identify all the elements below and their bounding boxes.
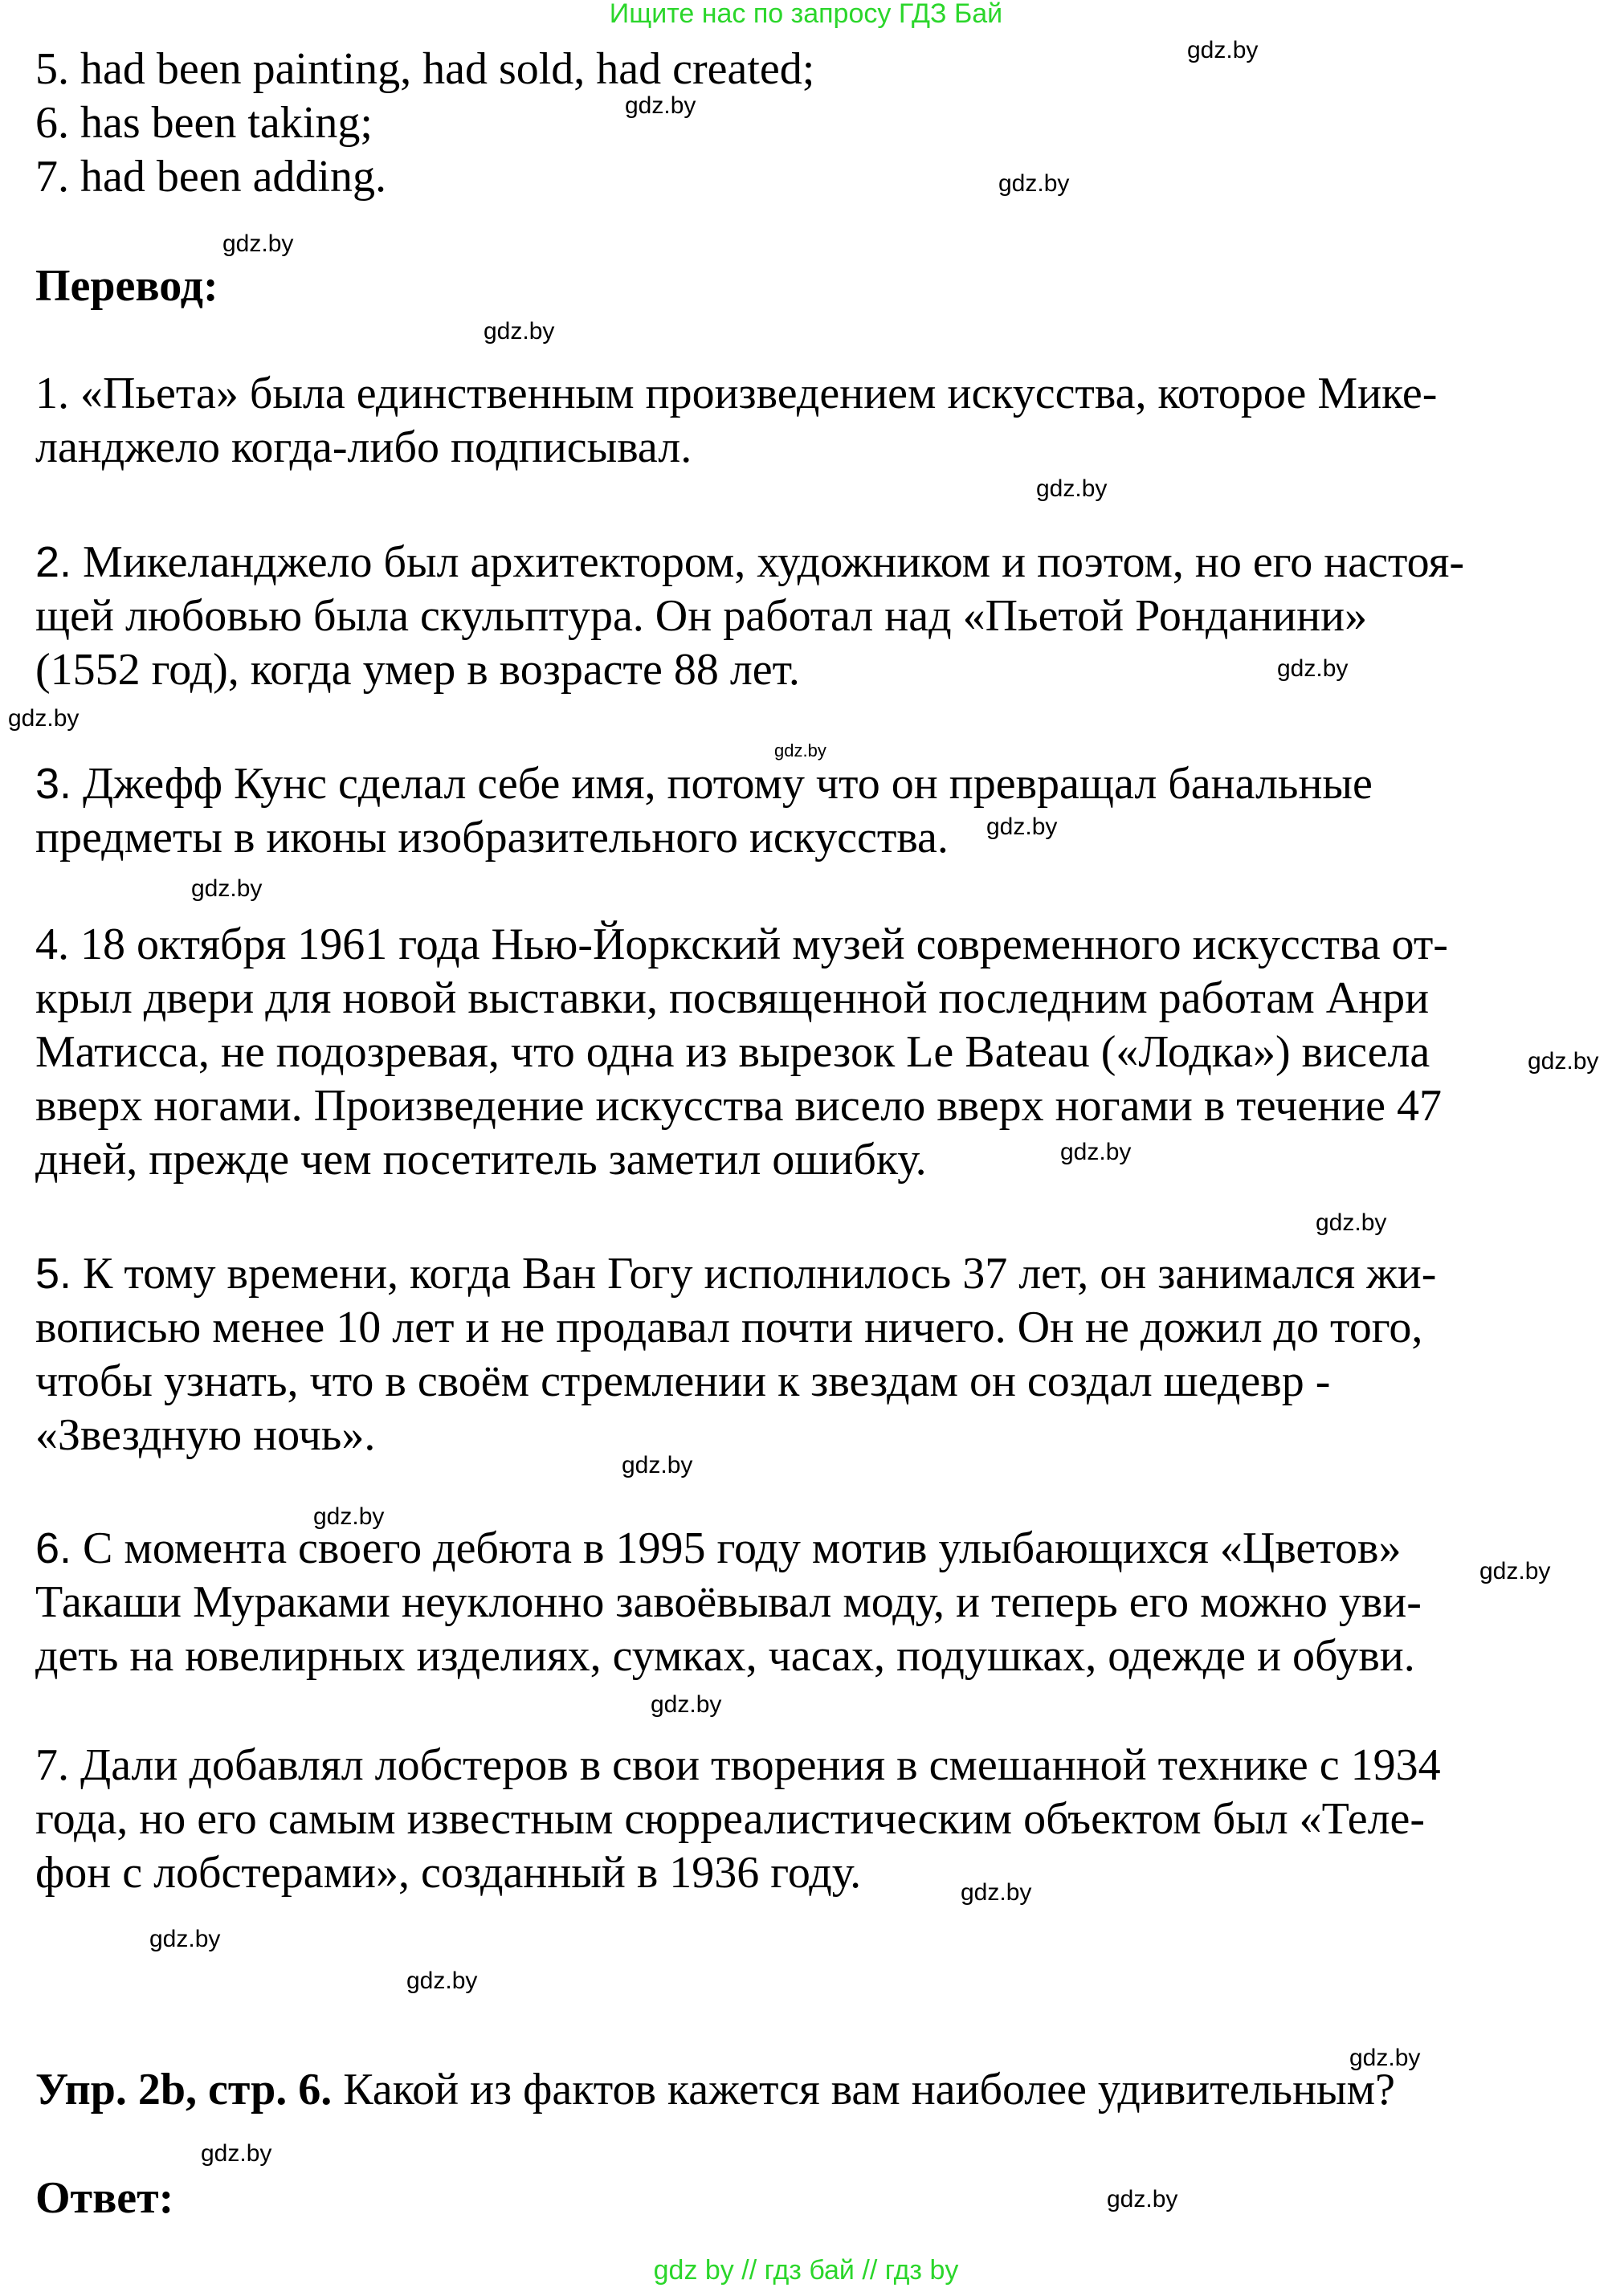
exercise-label: Упр. 2b, стр. 6. (35, 2065, 333, 2115)
translation-6-line-2: Такаши Мураками неуклонно завоёвывал моду, и теперь его можно уви- (35, 1577, 1422, 1627)
translation-6-text: С момента своего дебюта в 1995 году мотив улыбающихся «Цветов» (71, 1523, 1402, 1573)
translation-4-line-3: Матисса, не подозревая, что одна из вырезок Le Bateau («Лодка») висела (35, 1027, 1430, 1077)
translation-6-line-3: деть на ювелирных изделиях, сумках, часах, подушках, одежде и обуви. (35, 1631, 1415, 1681)
translation-1-line-2: ланджело когда-либо подписывал. (35, 422, 692, 472)
translation-2-line-2: щей любовью была скульптура. Он работал над «Пьетой Ронданини» (35, 591, 1368, 641)
translation-5-line-1 (35, 1246, 1436, 1301)
exercise-question: Какой из фактов кажется вам наиболее удивительным? (332, 2065, 1395, 2115)
watermark: gdz.by (625, 92, 696, 119)
watermark: gdz.by (484, 318, 555, 345)
watermark: gdz.by (149, 1926, 221, 1952)
watermark: gdz.by (998, 170, 1070, 197)
translation-5-number: 5. (35, 1250, 72, 1298)
watermark: gdz.by (774, 740, 826, 761)
watermark: gdz.by (406, 1968, 478, 1994)
translation-5-line-4: «Звездную ночь». (35, 1410, 376, 1460)
translation-6-number: 6. (35, 1524, 72, 1572)
translation-3-text: Джефф Кунс сделал себе имя, потому что он превращал банальные (71, 759, 1373, 809)
translation-7-line-2: года, но его самым известным сюрреалистическим объектом был «Теле- (35, 1794, 1426, 1844)
answer-line-7: 7. had been adding. (35, 152, 386, 202)
translation-7-line-3: фон с лобстерами», созданный в 1936 году. (35, 1848, 862, 1898)
translation-5-line-2: вописью менее 10 лет и не продавал почти ничего. Он не дожил до того, (35, 1303, 1423, 1352)
translation-2-line-1 (35, 535, 1464, 589)
watermark: gdz.by (622, 1452, 693, 1478)
watermark: gdz.by (201, 2140, 272, 2167)
watermark: gdz.by (1036, 475, 1108, 502)
watermark: gdz.by (1060, 1139, 1132, 1165)
watermark: gdz.by (1187, 37, 1259, 63)
answer-line-5: 5. had been painting, had sold, had created; (35, 44, 815, 94)
watermark: gdz.by (191, 875, 263, 902)
translation-1-line-1: 1. «Пьета» была единственным произведением искусства, которое Мике- (35, 369, 1438, 418)
watermark: gdz.by (1479, 1558, 1551, 1584)
answer-line-6: 6. has been taking; (35, 98, 373, 148)
answer-heading: Ответ: (35, 2173, 174, 2223)
translation-2-text: Микеланджело был архитектором, художником и поэтом, но его настоя- (71, 537, 1464, 587)
translation-3-number: 3. (35, 760, 72, 808)
translation-4-line-1: 4. 18 октября 1961 года Нью-Йоркский музей современного искусства от- (35, 920, 1448, 969)
translation-3-line-2: предметы в иконы изобразительного искусства. (35, 813, 949, 863)
translation-heading: Перевод: (35, 261, 218, 311)
watermark: gdz.by (8, 705, 80, 732)
translation-5-text: К тому времени, когда Ван Гогу исполнилось 37 лет, он занимался жи- (71, 1249, 1437, 1299)
top-banner: Ищите нас по запросу ГДЗ Бай (609, 0, 1003, 29)
translation-4-line-2: крыл двери для новой выставки, посвященной последним работам Анри (35, 973, 1430, 1023)
translation-4-line-4: вверх ногами. Произведение искусства висело вверх ногами в течение 47 (35, 1081, 1443, 1131)
translation-4-line-5: дней, прежде чем посетитель заметил ошибку. (35, 1135, 927, 1185)
exercise-line (35, 2062, 1395, 2117)
translation-5-line-3: чтобы узнать, что в своём стремлении к звездам он создал шедевр - (35, 1356, 1331, 1406)
watermark: gdz.by (1349, 2045, 1421, 2071)
watermark: gdz.by (1528, 1048, 1599, 1075)
translation-2-number: 2. (35, 538, 72, 586)
translation-2-line-3: (1552 год), когда умер в возрасте 88 лет. (35, 645, 800, 695)
watermark: gdz.by (1316, 1209, 1387, 1236)
translation-7-line-1: 7. Дали добавлял лобстеров в свои творения в смешанной технике с 1934 (35, 1740, 1441, 1790)
watermark: gdz.by (313, 1503, 385, 1530)
translation-3-line-1 (35, 756, 1373, 811)
watermark: gdz.by (986, 814, 1058, 840)
watermark: gdz.by (651, 1691, 722, 1718)
watermark: gdz.by (1277, 655, 1349, 682)
watermark: gdz.by (961, 1879, 1032, 1906)
translation-6-line-1 (35, 1521, 1401, 1576)
watermark: gdz.by (222, 230, 294, 257)
watermark: gdz.by (1107, 2186, 1178, 2212)
footer-links: gdz by // гдз бай // гдз by (653, 2255, 959, 2286)
